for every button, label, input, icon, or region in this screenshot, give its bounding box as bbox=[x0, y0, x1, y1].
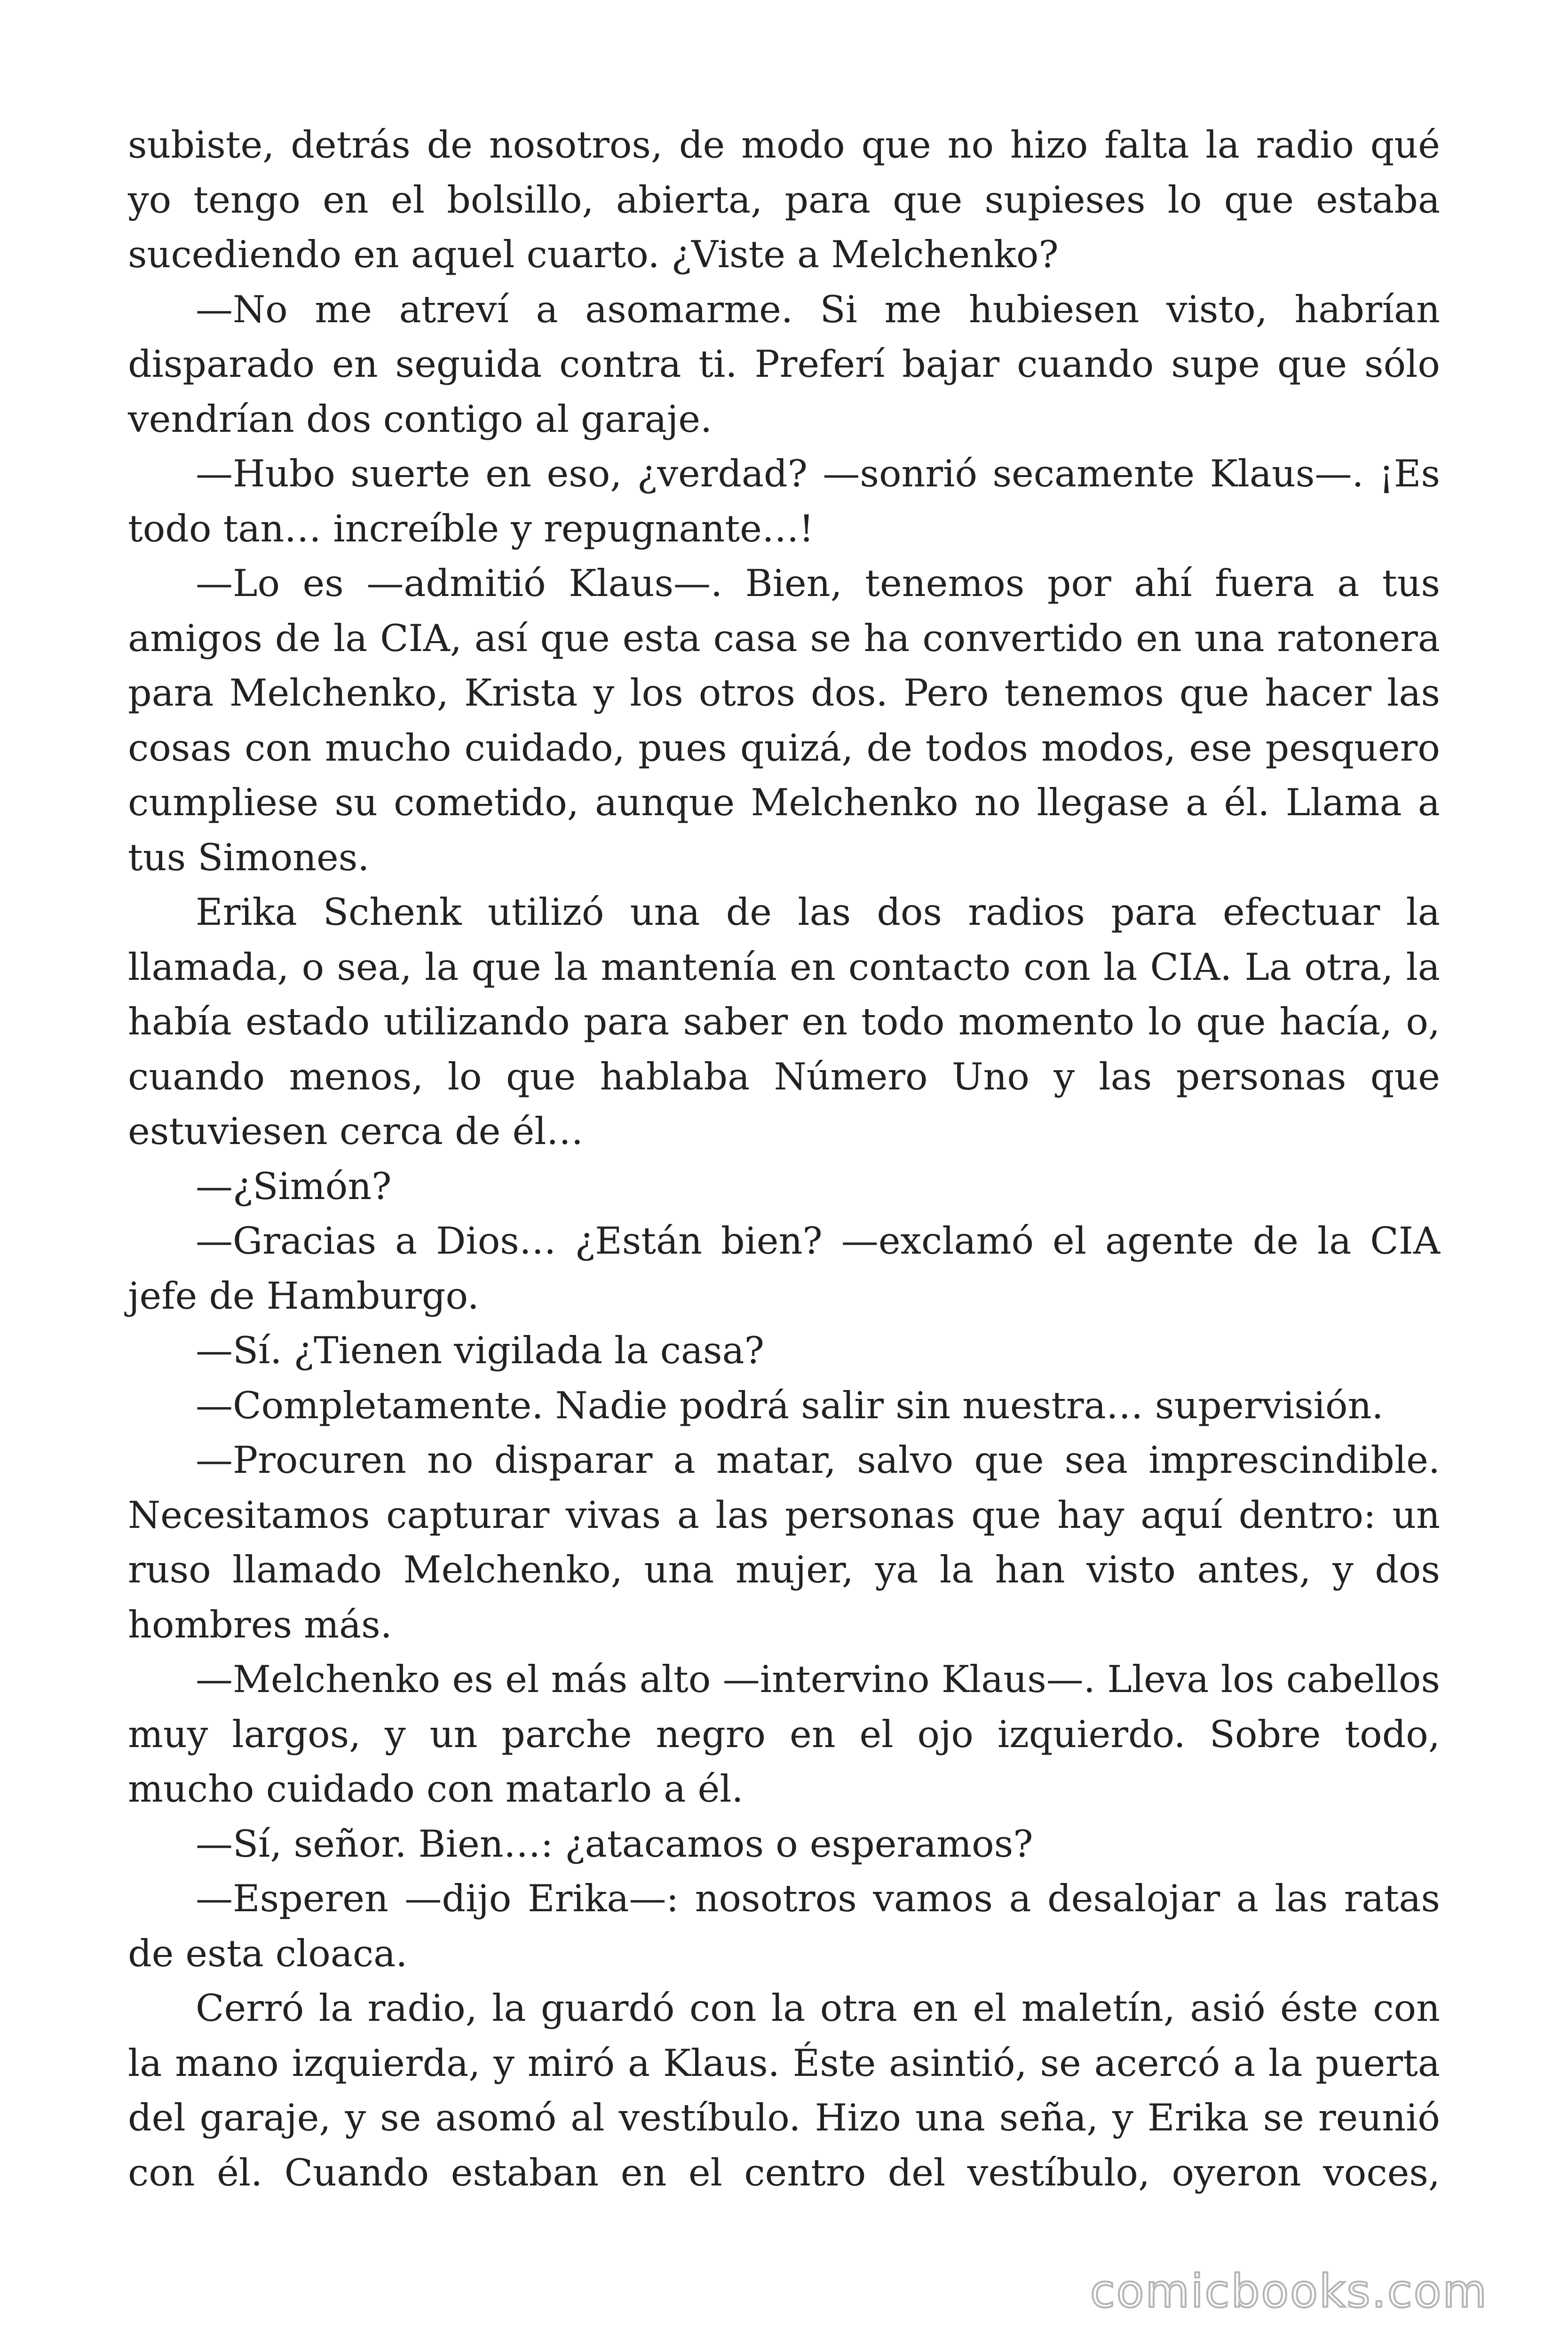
paragraph: —Sí, señor. Bien…: ¿atacamos o esperamos? bbox=[196, 1822, 1033, 1866]
paragraph: —Hubo suerte en eso, ¿verdad? —sonrió secamente Klaus—. ¡Es todo tan… increíble y repugnante…! bbox=[128, 452, 1440, 550]
paragraph: —No me atreví a asomarme. Si me hubiesen visto, habrían disparado en seguida contra ti. Preferí bajar cuando supe que sólo vendrían dos contigo al garaje. bbox=[128, 287, 1440, 441]
paragraph: —Esperen —dijo Erika—: nosotros vamos a desalojar a las ratas de esta cloaca. bbox=[128, 1877, 1440, 1975]
paragraph: —Procuren no disparar a matar, salvo que sea imprescindible. Necesitamos capturar vivas a las personas que hay aquí dentro: un ruso llamado Melchenko, una mujer, ya la han visto antes, y dos hombres más. bbox=[128, 1438, 1440, 1646]
paragraph: —Melchenko es el más alto —intervino Klaus—. Lleva los cabellos muy largos, y un parche negro en el ojo izquierdo. Sobre todo, mucho cuidado con matarlo a él. bbox=[128, 1658, 1440, 1811]
paragraph: —Lo es —admitió Klaus—. Bien, tenemos por ahí fuera a tus amigos de la CIA, así que esta casa se ha convertido en una ratonera para Melchenko, Krista y los otros dos. Pero tenemos que hacer las cosas con mucho cuidado, pues quizá, de todos modos, ese pesquero cumpliese su cometido, aunque Melchenko no llegase a él. Llama a tus Simones. bbox=[128, 562, 1440, 879]
paragraph: —Completamente. Nadie podrá salir sin nuestra… supervisión. bbox=[196, 1383, 1384, 1427]
paragraph: subiste, detrás de nosotros, de modo que no hizo falta la radio qué yo tengo en el bolsillo, abierta, para que supieses lo que estaba sucediendo en aquel cuarto. ¿Viste a Melchenko? bbox=[128, 123, 1440, 276]
book-page-text bbox=[128, 118, 1440, 2200]
paragraph: Cerró la radio, la guardó con la otra en el maletín, asió éste con la mano izquierda, y miró a Klaus. Éste asintió, se acercó a la puerta del garaje, y se asomó al vestíbulo. Hizo una seña, y Erika se reunió con él. Cuando estaban en el centro del vestíbulo, oyeron voces, bbox=[128, 1986, 1440, 2194]
paragraph: —Sí. ¿Tienen vigilada la casa? bbox=[196, 1329, 764, 1372]
paragraph: Erika Schenk utilizó una de las dos radios para efectuar la llamada, o sea, la que la mantenía en contacto con la CIA. La otra, la había estado utilizando para saber en todo momento lo que hacía, o, cuando menos, lo que hablaba Número Uno y las personas que estuviesen cerca de él… bbox=[128, 890, 1440, 1153]
watermark: comicbooks.com bbox=[1090, 2265, 1488, 2318]
paragraph: —Gracias a Dios… ¿Están bien? —exclamó el agente de la CIA jefe de Hamburgo. bbox=[128, 1219, 1440, 1318]
paragraph: —¿Simón? bbox=[196, 1164, 392, 1208]
